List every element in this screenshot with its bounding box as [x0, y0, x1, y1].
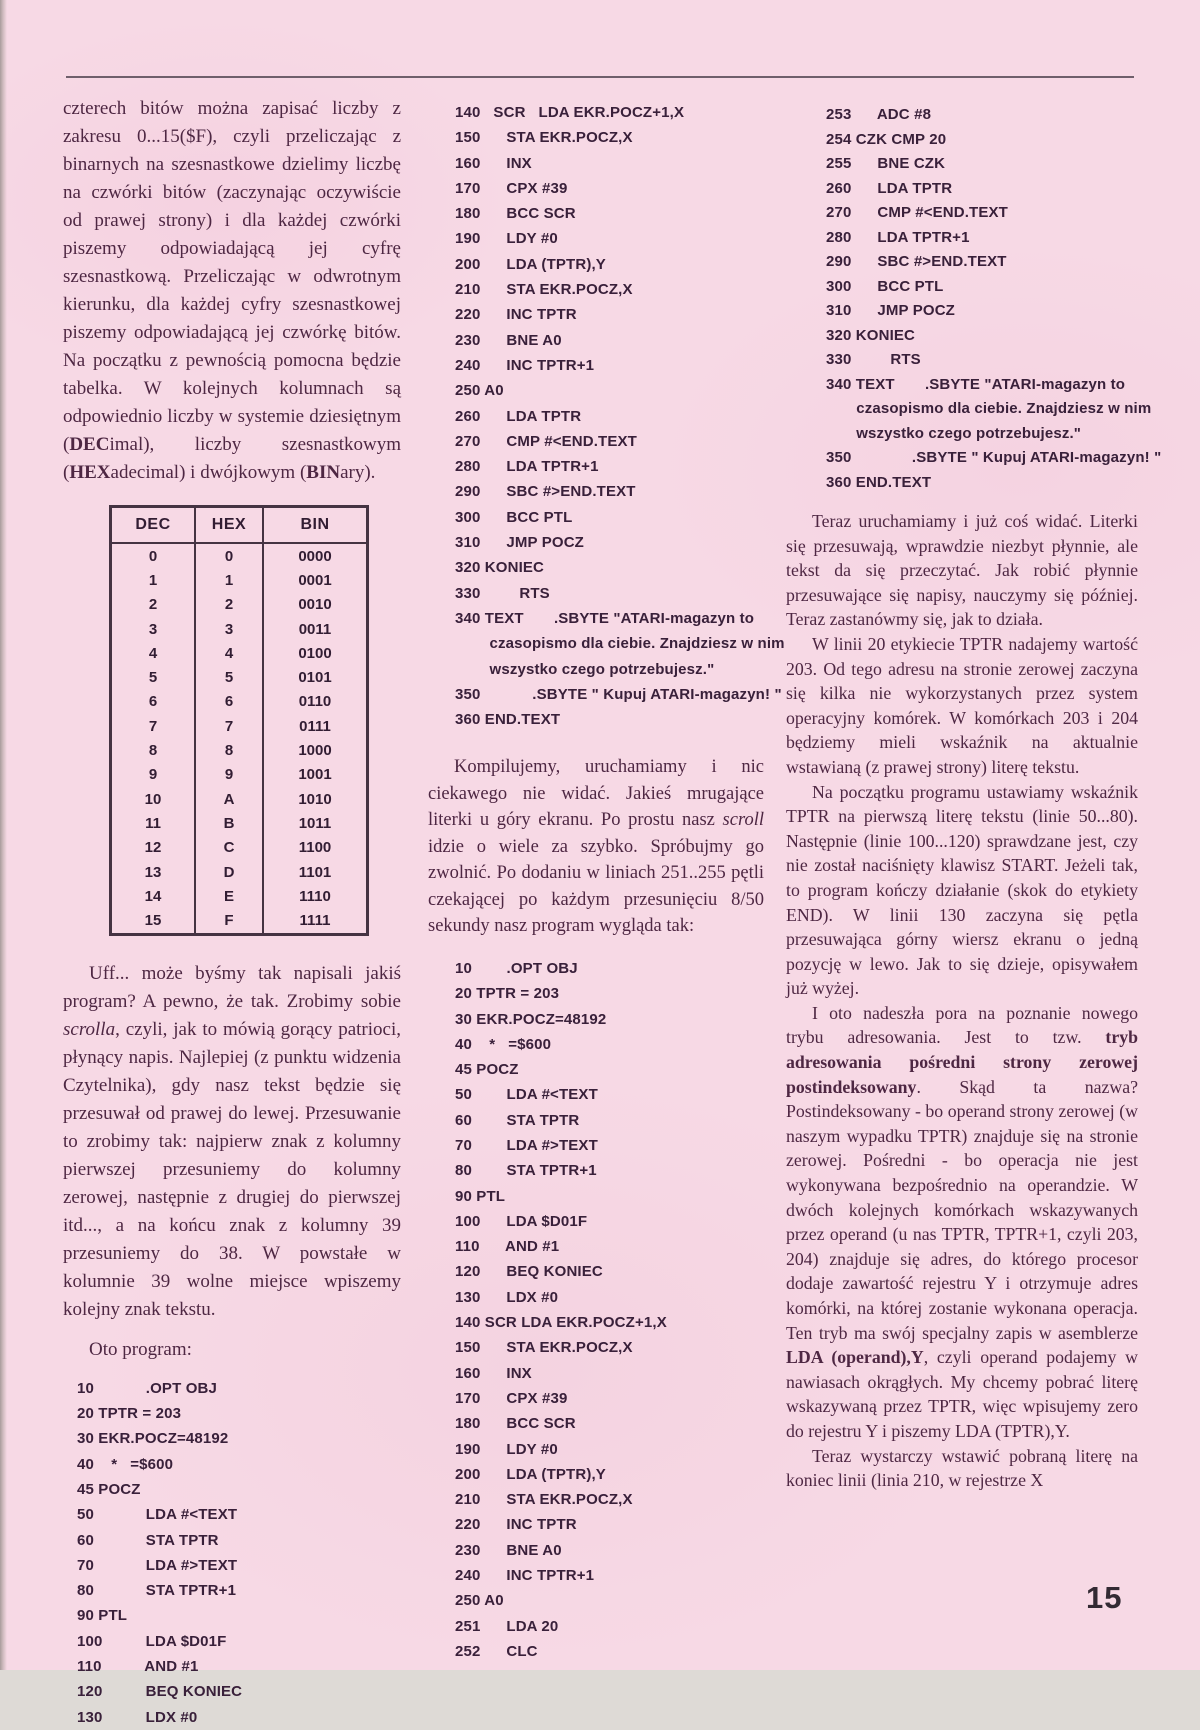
code-line: 270 CMP #<END.TEXT — [826, 204, 1008, 221]
table-cell: 1010 — [263, 787, 368, 811]
text-segment: I oto nadeszła pora na poznanie nowego trybu adresowania. Jest to tzw. — [786, 1002, 1138, 1048]
table-cell: 8 — [148, 742, 158, 760]
code-line: 350 .SBYTE " Kupuj ATARI-magazyn! " — [826, 449, 1162, 466]
code-line: 310 JMP POCZ — [826, 302, 955, 319]
code-line: czasopismo dla ciebie. Znajdziesz w nim — [455, 635, 785, 653]
paragraph-program-flow — [786, 780, 1138, 1001]
code-line: 254 CZK CMP 20 — [826, 130, 947, 148]
code-line: 20 TPTR = 203 — [77, 1405, 182, 1423]
code-line: 240 INC TPTR+1 — [455, 356, 595, 374]
code-line: 290 SBC #>END.TEXT — [826, 253, 1007, 270]
text-segment: ary). — [340, 462, 376, 483]
text-segment: Kompilujemy, uruchamiamy i nic ciekawego nie widać. Jakieś mrugające literki u góry ekranu. Po prostu nasz — [428, 757, 764, 831]
column-middle — [428, 100, 785, 1660]
code-line: 290 SBC #>END.TEXT — [455, 483, 636, 501]
text-segment: HEX — [69, 462, 111, 483]
table-cell: 2 — [195, 593, 263, 617]
text-segment: adecimal) i dwójkowym ( — [110, 462, 307, 483]
code-line: 100 LDA $D01F — [77, 1632, 227, 1650]
code-line: wszystko czego potrzebujesz." — [455, 660, 715, 678]
code-line: 40 * =$600 — [77, 1455, 174, 1473]
text-segment: BIN — [306, 462, 341, 483]
code-line: 270 CMP #<END.TEXT — [455, 432, 637, 450]
table-cell: 8 — [195, 738, 263, 762]
table-cell: A — [195, 787, 263, 811]
code-line: 250 A0 — [455, 382, 504, 400]
code-line: 190 LDY #0 — [455, 1440, 558, 1458]
code-line: czasopismo dla ciebie. Znajdziesz w nim — [826, 400, 1152, 417]
code-line: 340 TEXT .SBYTE "ATARI-magazyn to — [455, 609, 755, 627]
table-cell: 6 — [195, 690, 263, 714]
code-line: 230 BNE A0 — [455, 331, 562, 349]
table-cell: 1001 — [263, 763, 368, 787]
code-line: 240 INC TPTR+1 — [455, 1567, 595, 1585]
table-cell: 1101 — [263, 860, 368, 884]
code-line: 250 A0 — [455, 1592, 504, 1610]
column-left — [63, 95, 401, 1726]
code-line: 20 TPTR = 203 — [455, 985, 560, 1003]
table-row — [111, 787, 368, 811]
text-segment: czterech bitów można zapisać liczby z zakresu 0...15($F), czyli przeliczając z binarnych na szesnastkowe dzielimy liczbę na czwórki bitów (zaczynając oczywiście od prawej strony) i dla każdej czwórki piszemy odpowiadającą jej cyfrę szesnastkową. Przeliczając w odwrotnym kierunku, dla każdej cyfry szesnastkowej piszemy odpowiadającą jej czwórkę bitów. Na początku z pewnością pomocna będzie tabelka. W kolejnych kolumnach są odpowiednio liczby w systemie dziesiętnym ( — [63, 98, 401, 455]
code-line: 180 BCC SCR — [455, 205, 576, 223]
table-cell: 3 — [148, 620, 158, 638]
table-cell: 1110 — [263, 884, 368, 908]
table-row — [111, 908, 368, 934]
code-line: 45 POCZ — [77, 1480, 141, 1498]
table-cell: 5 — [148, 669, 158, 687]
code-listing-2-part2 — [786, 103, 1162, 495]
code-line: 220 INC TPTR — [455, 1516, 577, 1534]
code-line: 360 END.TEXT — [455, 711, 561, 729]
table-cell: D — [195, 860, 263, 884]
table-cell: 0010 — [263, 593, 368, 617]
code-line: 280 LDA TPTR+1 — [826, 228, 970, 246]
table-cell: 11 — [145, 814, 161, 832]
code-line: 320 KONIEC — [455, 559, 545, 577]
table-header-bin: BIN — [263, 507, 368, 544]
table-row — [111, 714, 368, 738]
code-line: 190 LDY #0 — [455, 230, 558, 248]
table-cell: 0100 — [263, 641, 368, 665]
table-cell: 9 — [148, 766, 158, 784]
code-line: 30 EKR.POCZ=48192 — [77, 1430, 229, 1448]
code-line: 200 LDA (TPTR),Y — [455, 1465, 606, 1483]
code-line: 140 SCR LDA EKR.POCZ+1,X — [455, 104, 685, 121]
table-cell: 0 — [148, 547, 158, 565]
table-cell: 1011 — [263, 811, 368, 835]
code-line: 251 LDA 20 — [455, 1617, 559, 1635]
listing-intro-label: Oto program: — [89, 1338, 192, 1360]
code-line: 70 LDA #>TEXT — [455, 1137, 598, 1154]
code-line: 70 LDA #>TEXT — [77, 1556, 238, 1574]
table-cell: 0 — [195, 543, 263, 568]
table-row — [111, 811, 368, 835]
text-segment: Teraz uruchamiamy i już coś widać. Literki się przesuwają, wprawdzie niezbyt płynnie, ale tekst da się przeczytać. Jak robić płynnie przesuwające się napisy, nauczymy się później. Teraz zastanówmy się, jak to działa. — [786, 511, 1138, 630]
text-segment: idzie o wiele za szybko. Spróbujmy go zwolnić. Po dodaniu w liniach 251..255 pętli czekającej po każdym przesunięciu 8/50 sekundy nasz program wygląda tak: — [428, 836, 764, 937]
table-cell: 13 — [144, 863, 162, 881]
table-row — [111, 690, 368, 714]
table-row — [111, 738, 368, 762]
table-cell: 5 — [195, 665, 263, 689]
table-cell: 10 — [144, 790, 162, 808]
code-line: 230 BNE A0 — [455, 1541, 562, 1559]
page-edge-shadow — [0, 0, 7, 1670]
table-row — [111, 763, 368, 787]
table-cell: 6 — [148, 693, 158, 711]
table-cell: 9 — [195, 763, 263, 787]
table-head — [111, 507, 368, 544]
table-cell: 1000 — [263, 738, 368, 762]
table-cell: 7 — [195, 714, 263, 738]
paragraph-compile — [428, 754, 764, 940]
code-line: 60 STA TPTR — [455, 1111, 580, 1129]
text-segment: LDA (operand),Y — [786, 1347, 924, 1368]
code-line: 150 STA EKR.POCZ,X — [455, 1339, 633, 1357]
text-segment: , czyli operand podajemy w nawiasach okrągłych. My chcemy pobrać literę wskazywaną przez TPTR, więc wpisujemy zero do rejestru Y i piszemy LDA (TPTR),Y. — [786, 1347, 1138, 1441]
page-number: 15 — [1086, 1580, 1123, 1615]
code-line: 180 BCC SCR — [455, 1415, 576, 1433]
table-cell: 0001 — [263, 568, 368, 592]
table-cell: 15 — [144, 912, 162, 930]
code-line: 210 STA EKR.POCZ,X — [455, 1491, 633, 1509]
code-line: 255 BNE CZK — [826, 155, 946, 172]
code-line: 90 PTL — [77, 1607, 128, 1625]
code-line: 130 LDX #0 — [77, 1708, 198, 1726]
paragraph-scroll-plan — [63, 960, 401, 1324]
code-line: 50 LDA #<TEXT — [77, 1506, 238, 1524]
table-cell: 1 — [195, 568, 263, 592]
code-line: wszystko czego potrzebujesz." — [826, 424, 1082, 442]
text-segment: Teraz wystarczy wstawić pobraną literę na koniec linii (linia 210, w rejestrze X — [786, 1445, 1138, 1491]
code-line: 300 BCC PTL — [455, 508, 573, 526]
code-line: 50 LDA #<TEXT — [455, 1086, 598, 1104]
code-line: 330 RTS — [826, 351, 921, 368]
table-cell: 3 — [195, 617, 263, 641]
code-line: 10 .OPT OBJ — [455, 959, 578, 977]
code-listing-2-part1 — [428, 956, 764, 1664]
table-header-row — [111, 507, 368, 544]
paragraph-final — [786, 1444, 1138, 1493]
code-line: 130 LDX #0 — [455, 1288, 559, 1306]
table-row — [111, 665, 368, 689]
table-cell: 12 — [144, 839, 162, 857]
code-line: 45 POCZ — [455, 1061, 519, 1079]
table-row — [111, 543, 368, 568]
code-line: 60 STA TPTR — [77, 1531, 219, 1549]
code-line: 160 INX — [455, 154, 532, 172]
text-segment: imal), liczby szesnastkowym ( — [63, 434, 401, 483]
code-line: 340 TEXT .SBYTE "ATARI-magazyn to — [826, 375, 1126, 393]
code-line: 210 STA EKR.POCZ,X — [455, 281, 633, 299]
table-cell: C — [195, 836, 263, 860]
text-segment: scrolla — [63, 1018, 116, 1040]
code-line: 140 SCR LDA EKR.POCZ+1,X — [455, 1314, 667, 1332]
table-row — [111, 593, 368, 617]
table-row — [111, 641, 368, 665]
table-cell: 1 — [148, 571, 158, 589]
code-line: 320 KONIEC — [826, 326, 916, 344]
code-line: 220 INC TPTR — [455, 306, 577, 324]
table-row — [111, 617, 368, 641]
table-cell: B — [195, 811, 263, 835]
column-right — [786, 103, 1162, 1603]
code-line: 350 .SBYTE " Kupuj ATARI-magazyn! " — [455, 685, 782, 703]
code-line: 300 BCC PTL — [826, 277, 944, 295]
table-body — [111, 543, 368, 934]
top-rule — [66, 76, 1134, 78]
paragraph-run-result — [786, 509, 1138, 632]
code-line: 330 RTS — [455, 584, 550, 602]
code-line: 260 LDA TPTR — [455, 407, 582, 425]
table-cell: 0110 — [263, 690, 368, 714]
table-row — [111, 836, 368, 860]
code-line: 310 JMP POCZ — [455, 534, 584, 552]
text-segment: , czyli, jak to mówią gorący patrioci, płynący napis. Najlepiej (z punktu widzenia Czytelnika), gdy nasz tekst będzie się przesuwał od prawej do lewej. Przesuwanie to zrobimy tak: najpierw znak z kolumny pierwszej przesuniemy do kolumny zerowej, następnie z drugiej do pierwszej itd..., a na końcu znak z kolumny 39 przesuniemy do 38. W powstałe w kolumnie 39 wolne miejsce wpiszemy kolejny znak tekstu. — [63, 1018, 401, 1320]
code-line: 160 INX — [455, 1364, 532, 1382]
paragraph-tptr — [786, 632, 1138, 780]
table-row — [111, 884, 368, 908]
code-line: 100 LDA $D01F — [455, 1212, 588, 1230]
code-listing-1-part2 — [428, 100, 785, 732]
table-cell: F — [195, 908, 263, 934]
code-line: 120 BEQ KONIEC — [77, 1683, 243, 1701]
table-cell: E — [195, 884, 263, 908]
table-cell: 0011 — [263, 617, 368, 641]
code-line: 110 AND #1 — [455, 1238, 560, 1256]
table-cell: 0000 — [263, 543, 368, 568]
code-line: 260 LDA TPTR — [826, 179, 953, 197]
text-segment: Na początku programu ustawiamy wskaźnik TPTR na pierwszą literę tekstu (linie 50...80). Następnie (linie 100...120) sprawdzane jest, czy nie został naciśnięty klawisz START. Jeżeli tak, to program kończy działanie (skok do etykiety END). W linii 130 zaczyna się pętla przesuwająca górny wiersz ekranu o jedną pozycję w lewo. Jak to się dzieje, opisywałem już wyżej. — [786, 781, 1138, 999]
code-line: 280 LDA TPTR+1 — [455, 458, 599, 476]
code-listing-1-part1 — [63, 1376, 401, 1730]
code-line: 80 STA TPTR+1 — [77, 1582, 237, 1600]
table-row — [111, 860, 368, 884]
table-cell: 1100 — [263, 836, 368, 860]
code-line: 170 CPX #39 — [455, 179, 568, 197]
text-segment: DEC — [69, 434, 110, 455]
text-segment: Uff... może byśmy tak napisali jakiś program? A pewno, że tak. Zrobimy sobie — [63, 962, 401, 1012]
code-line: 120 BEQ KONIEC — [455, 1263, 603, 1281]
text-segment: . Skąd ta nazwa? Postindeksowany - bo operand strony zerowej (w naszym wypadku TPTR) znajduje się na stronie zerowej. Pośredni - bo operacja nie jest wykonywana bezpośrednio na operandzie. W dwóch kolejnych komórkach wskazywanych przez operand (u nas TPTR, TPTR+1, czyli 203, 204) znajduje się adres, do którego procesor dodaje zawartość rejestru Y i otrzymuje adres komórki, na której zostanie wykonana operacja. Ten tryb ma swój specjalny zapis w asemblerze — [786, 1076, 1138, 1343]
table-cell: 14 — [144, 887, 162, 905]
table-row — [111, 568, 368, 592]
paragraph-addressing-mode — [786, 1001, 1138, 1444]
table-cell: 2 — [148, 596, 158, 614]
paragraph-hex-intro — [63, 95, 401, 487]
code-line: 80 STA TPTR+1 — [455, 1162, 597, 1180]
table-cell: 4 — [148, 644, 158, 662]
code-line: 90 PTL — [455, 1187, 506, 1205]
dec-hex-bin-table — [109, 505, 369, 936]
code-line: 170 CPX #39 — [455, 1389, 568, 1407]
code-line: 360 END.TEXT — [826, 473, 932, 491]
code-line: 252 CLC — [455, 1642, 538, 1660]
table-cell: 1111 — [263, 908, 368, 934]
table-cell: 0101 — [263, 665, 368, 689]
code-line: 30 EKR.POCZ=48192 — [455, 1010, 607, 1028]
table-cell: 4 — [195, 641, 263, 665]
code-line: 253 ADC #8 — [826, 106, 932, 123]
table-header-dec: DEC — [111, 507, 196, 544]
text-segment: W linii 20 etykiecie TPTR nadajemy wartość 203. Od tego adresu na stronie zerowej zaczyna się kilka nie wykorzystanych przez system operacyjny komórek. W komórkach 203 i 204 będziemy mieli wskaźnik na aktualnie wstawianą (z prawej strony) literę tekstu. — [786, 633, 1138, 777]
code-line: 10 .OPT OBJ — [77, 1379, 218, 1397]
table-header-hex: HEX — [195, 507, 263, 544]
code-line: 150 STA EKR.POCZ,X — [455, 129, 633, 147]
text-segment: tryb adresowania pośredni strony zerowej postindeksowany — [786, 1027, 1138, 1097]
table-cell: 0111 — [263, 714, 368, 738]
text-segment: scroll — [722, 810, 764, 831]
code-line: 200 LDA (TPTR),Y — [455, 255, 606, 273]
code-line: 110 AND #1 — [77, 1658, 199, 1676]
code-line: 40 * =$600 — [455, 1035, 552, 1053]
table-cell: 7 — [148, 717, 158, 735]
